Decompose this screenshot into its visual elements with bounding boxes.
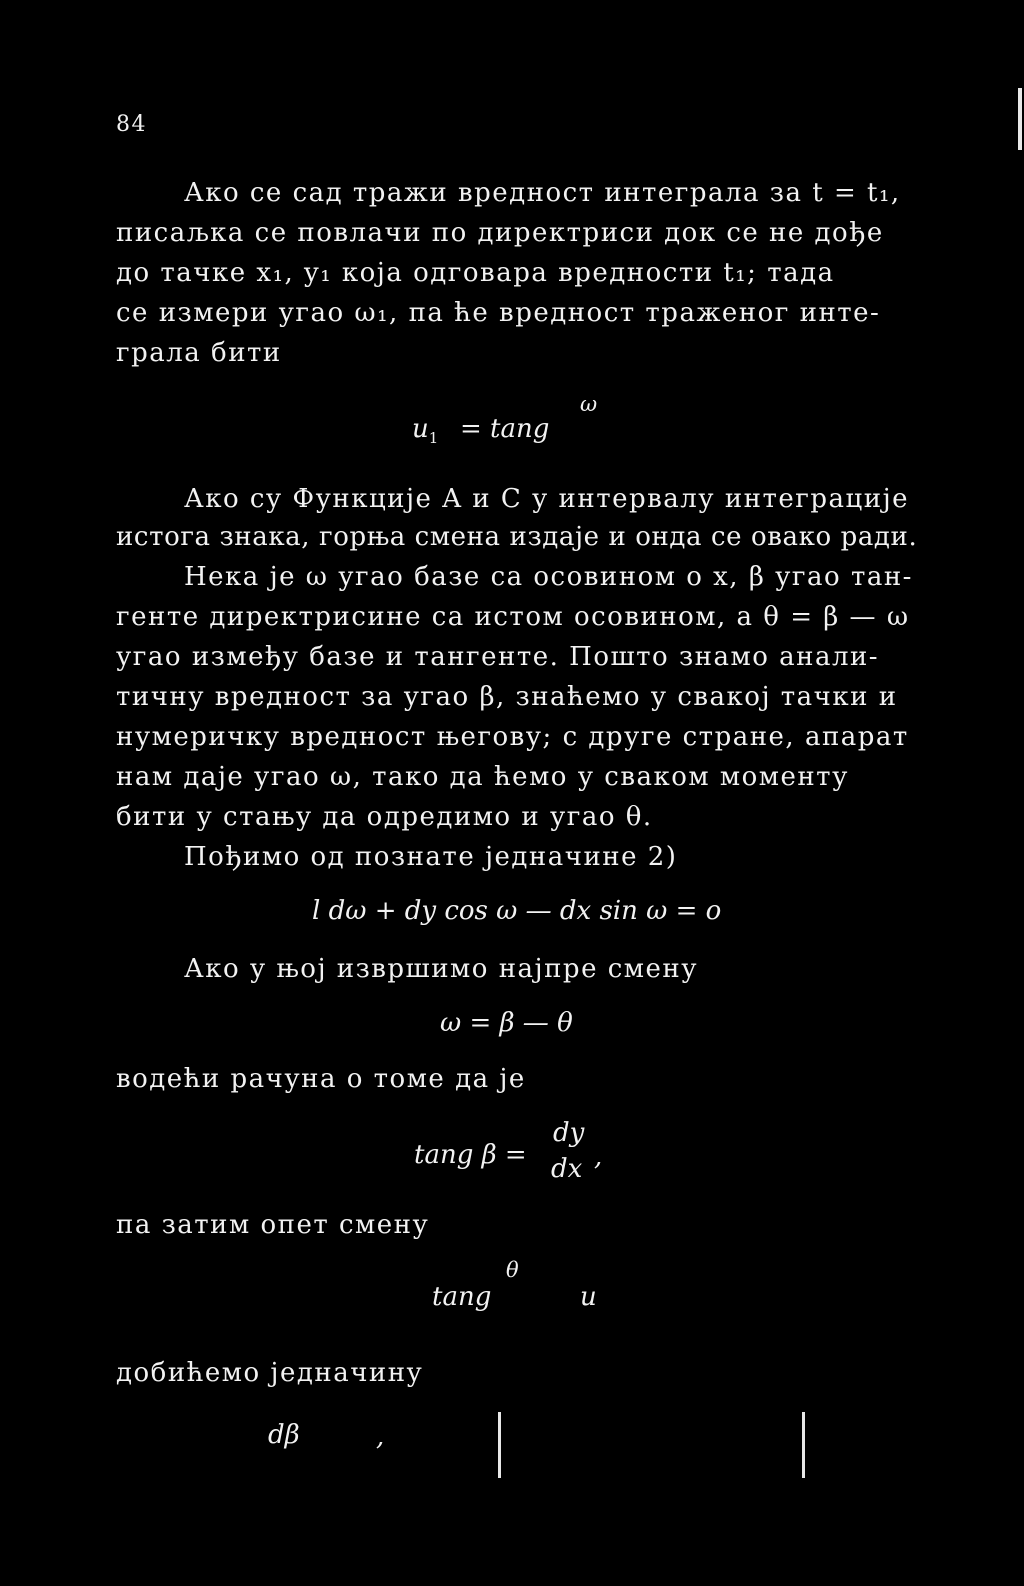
- text-line: добићемо једначину: [116, 1358, 424, 1388]
- vertical-bar-right: [802, 1412, 805, 1478]
- text-line: Ако су Функције A и C у интервалу интеграције: [184, 484, 910, 514]
- eq5-tang: tang: [432, 1282, 492, 1312]
- text-line: Пођимо од познате једначине 2): [184, 842, 678, 872]
- equation-3: ω = β — θ: [440, 1008, 573, 1038]
- text-line: Ако се сад тражи вредност интеграла за t = t₁,: [184, 178, 901, 208]
- text-line: грала бити: [116, 338, 282, 368]
- text-line: тичну вредност за угао β, знаћемо у свакој тачки и: [116, 682, 898, 712]
- text-line: до тачке x₁, y₁ која одговара вредности t₁; тада: [116, 258, 835, 288]
- eq1-lhs: [412, 414, 438, 447]
- text-line: Ако у њој извршимо најпре смену: [184, 954, 699, 984]
- text-line: писаљка се повлачи по директриси док се не дођe: [116, 218, 884, 248]
- eq4-denominator: dx: [551, 1154, 583, 1184]
- eq5-superscript: θ: [506, 1258, 519, 1282]
- vertical-bar-left: [498, 1412, 501, 1478]
- text-line: нумеричку вредност његову; с друге стране, апарат: [116, 722, 909, 752]
- eq1-rhs: = tang: [460, 414, 550, 444]
- eq1-superscript: ω: [580, 392, 598, 416]
- text-line: водећи рачуна о томе да је: [116, 1064, 526, 1094]
- page-edge-mark: [1018, 88, 1022, 150]
- eq6-dbeta: dβ: [268, 1420, 300, 1450]
- text-line: се измери угао ω₁, па ће вредност траженог инте-: [116, 298, 881, 328]
- text-line: бити у стању да одредимо и угао θ.: [116, 802, 653, 832]
- text-line: генте директрисине са истом осовином, а θ = β — ω: [116, 602, 910, 632]
- text-line: истога знака, горња смена издаје и онда се овако ради.: [116, 522, 918, 552]
- text-line: па затим опет смену: [116, 1210, 430, 1240]
- text-line: угао између базе и тангенте. Пошто знамо анали-: [116, 642, 880, 672]
- eq6-punctuation: ,: [376, 1422, 385, 1452]
- eq4-numerator: dy: [553, 1118, 585, 1148]
- eq1-u: u: [412, 414, 429, 444]
- eq4-punctuation: ,: [594, 1142, 603, 1172]
- text-line: нам даје угао ω, тако да ћемо у сваком моменту: [116, 762, 849, 792]
- text-line: Нека је ω угао базе са осовином о x, β угао тан-: [184, 562, 913, 592]
- eq1-subscript: 1: [428, 429, 439, 447]
- equation-2: l dω + dy cos ω — dx sin ω = o: [312, 896, 722, 926]
- eq4-lhs: tang β =: [414, 1140, 527, 1170]
- page-number: 84: [116, 112, 147, 137]
- eq5-u: u: [580, 1282, 597, 1312]
